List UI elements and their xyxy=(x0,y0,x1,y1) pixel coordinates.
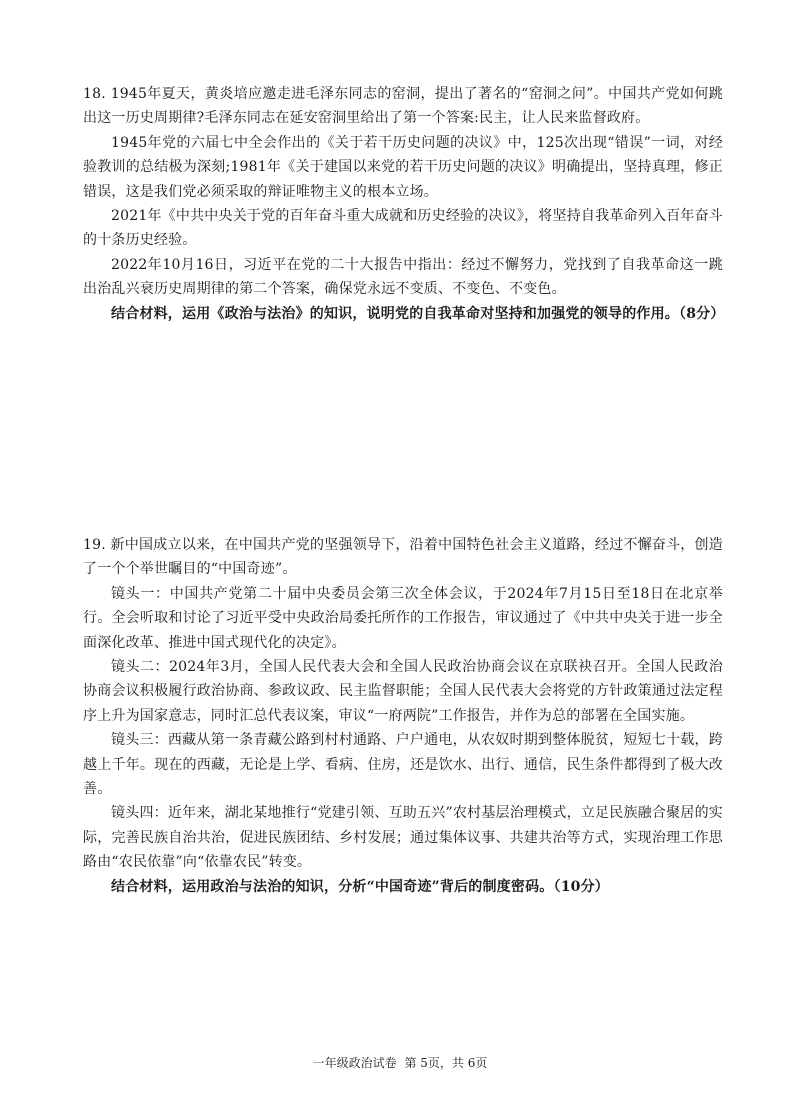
q19-shot-4: 镜头四：近年来，湖北某地推行“党建引领、互助五兴”农村基层治理模式，立足民族融合聚居的实际，完善民族自治共治，促进民族团结、乡村发展；通过集体议事、共建共治等方式，实现治理工作思路由“农民依靠”向“依靠农民”转变。 xyxy=(83,805,723,871)
q18-material-1945-1981: 1945年党的六届七中全会作出的《关于若干历史问题的决议》中，125次出现“错误”一词，对经验教训的总结极为深刻;1981年《关于建国以来党的若干历史问题的决议》明确提出，坚持真理，修正错误，这是我们党必须采取的辩证唯物主义的根本立场。 xyxy=(83,134,723,200)
q18-prompt: 结合材料，运用《政治与法治》的知识，说明党的自我革命对坚持和加强党的领导的作用。（8分） xyxy=(111,305,725,322)
q19-stem: 19. 新中国成立以来，在中国共产党的坚强领导下，沿着中国特色社会主义道路，经过不懈奋斗，创造了一个个举世瞩目的“中国奇迹”。 xyxy=(83,537,723,578)
question-19 xyxy=(83,533,723,899)
footer-title: 一年级政治试卷 xyxy=(312,1056,397,1070)
footer-page-number: 第 5页，共 6页 xyxy=(404,1056,488,1070)
q19-prompt: 结合材料，运用政治与法治的知识，分析“中国奇迹”背后的制度密码。（10分） xyxy=(111,878,609,895)
q18-material-2022: 2022年10月16日，习近平在党的二十大报告中指出：经过不懈努力，党找到了自我革命这一跳出治乱兴衰历史周期律的第二个答案，确保党永远不变质、不变色、不变色。 xyxy=(83,256,723,298)
q19-shot-2: 镜头二：2024年3月，全国人民代表大会和全国人民政治协商会议在京联袂召开。全国人民政治协商会议积极履行政治协商、参政议政、民主监督职能；全国人民代表大会将党的方针政策通过法定程序上升为国家意志，同时汇总代表议案，审议“一府两院”工作报告，并作为总的部署在全国实施。 xyxy=(83,659,723,724)
page-footer xyxy=(0,1054,800,1071)
q19-shot-1: 镜头一：中国共产党第二十届中央委员会第三次全体会议，于2024年7月15日至18日在北京举行。全会听取和讨论了习近平受中央政治局委托所作的工作报告，审议通过了《中共中央关于进一步全面深化改革、推进中国式现代化的决定》。 xyxy=(83,585,723,651)
q18-stem: 18. 1945年夏天，黄炎培应邀走进毛泽东同志的窑洞，提出了著名的“窑洞之问”。中国共产党如何跳出这一历史周期律?毛泽东同志在延安窑洞里给出了第一个答案:民主，让人民来监督政府。 xyxy=(83,86,723,127)
question-18 xyxy=(83,82,723,326)
q18-material-2021: 2021年《中共中央关于党的百年奋斗重大成就和历史经验的决议》，将坚持自我革命列入百年奋斗的十条历史经验。 xyxy=(83,208,723,249)
q19-shot-3: 镜头三：西藏从第一条青藏公路到村村通路、户户通电，从农奴时期到整体脱贫，短短七十载，跨越上千年。现在的西藏，无论是上学、看病、住房，还是饮水、出行、通信，民生条件都得到了极大改善。 xyxy=(83,732,723,798)
